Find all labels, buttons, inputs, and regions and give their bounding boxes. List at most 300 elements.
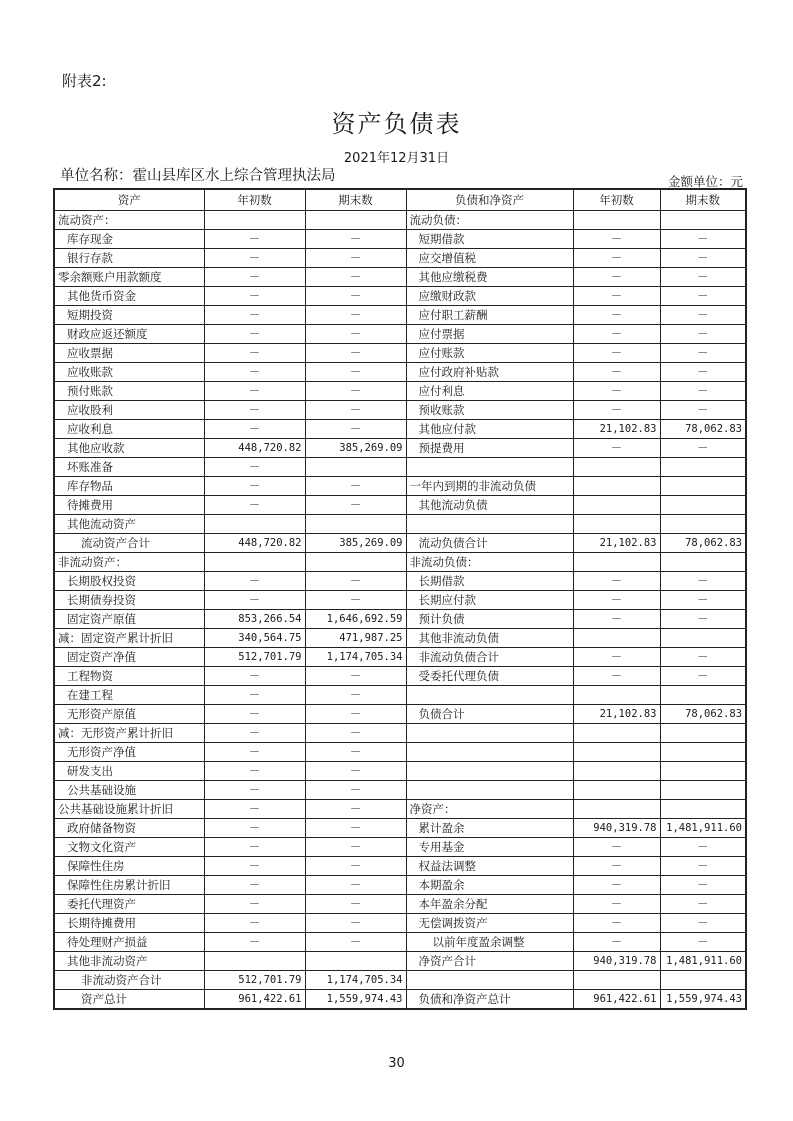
table-row	[54, 362, 746, 381]
closing-balance-cell: －	[305, 837, 406, 856]
asset-item-label: 减：无形资产累计折旧	[54, 723, 204, 742]
closing-balance-cell: －	[305, 229, 406, 248]
table-row	[54, 647, 746, 666]
closing-balance-cell: －	[305, 685, 406, 704]
closing-balance-cell: －	[305, 571, 406, 590]
closing-balance-cell: －	[305, 913, 406, 932]
opening-balance-cell: －	[204, 742, 305, 761]
closing-balance-cell: －	[305, 343, 406, 362]
closing-balance-cell: 1,174,705.34	[305, 647, 406, 666]
closing-balance-cell: －	[660, 381, 746, 400]
table-row	[54, 552, 746, 571]
asset-item-label: 应收利息	[54, 419, 204, 438]
closing-balance-cell: －	[660, 647, 746, 666]
table-row	[54, 913, 746, 932]
closing-balance-cell: －	[660, 400, 746, 419]
liability-item-label: 长期应付款	[406, 590, 573, 609]
opening-balance-cell: 21,102.83	[573, 533, 660, 552]
asset-item-label: 减：固定资产累计折旧	[54, 628, 204, 647]
opening-balance-cell: －	[204, 476, 305, 495]
asset-item-label: 资产总计	[54, 989, 204, 1009]
opening-balance-cell: －	[573, 305, 660, 324]
opening-balance-cell	[573, 761, 660, 780]
closing-balance-cell	[660, 552, 746, 571]
asset-item-label: 坏账准备	[54, 457, 204, 476]
table-row	[54, 381, 746, 400]
asset-item-label: 保障性住房	[54, 856, 204, 875]
asset-item-label: 长期股权投资	[54, 571, 204, 590]
closing-balance-cell	[660, 742, 746, 761]
table-row	[54, 533, 746, 552]
opening-balance-cell	[573, 628, 660, 647]
opening-balance-cell	[573, 476, 660, 495]
opening-balance-cell: －	[204, 799, 305, 818]
opening-balance-cell: －	[573, 666, 660, 685]
asset-item-label: 短期投资	[54, 305, 204, 324]
asset-item-label: 非流动资产合计	[54, 970, 204, 989]
asset-item-label: 固定资产净值	[54, 647, 204, 666]
table-row	[54, 685, 746, 704]
closing-balance-cell: －	[305, 419, 406, 438]
table-row	[54, 286, 746, 305]
column-header: 期末数	[305, 189, 406, 210]
asset-item-label: 应收股利	[54, 400, 204, 419]
table-row	[54, 951, 746, 970]
table-row	[54, 970, 746, 989]
balance-sheet-table	[53, 188, 747, 1010]
closing-balance-cell: －	[660, 932, 746, 951]
liability-item-label: 长期借款	[406, 571, 573, 590]
closing-balance-cell: －	[305, 476, 406, 495]
opening-balance-cell: －	[204, 248, 305, 267]
opening-balance-cell: －	[204, 590, 305, 609]
closing-balance-cell: －	[305, 818, 406, 837]
table-row	[54, 324, 746, 343]
liability-item-label: 本期盈余	[406, 875, 573, 894]
opening-balance-cell	[204, 514, 305, 533]
asset-item-label: 研发支出	[54, 761, 204, 780]
asset-item-label: 保障性住房累计折旧	[54, 875, 204, 894]
closing-balance-cell: －	[660, 324, 746, 343]
table-row	[54, 704, 746, 723]
closing-balance-cell: －	[660, 362, 746, 381]
liability-item-label: 负债和净资产总计	[406, 989, 573, 1009]
column-header: 期末数	[660, 189, 746, 210]
opening-balance-cell: －	[204, 666, 305, 685]
closing-balance-cell: －	[660, 856, 746, 875]
liability-item-label: 应付职工薪酬	[406, 305, 573, 324]
table-row	[54, 837, 746, 856]
opening-balance-cell: －	[573, 324, 660, 343]
table-row	[54, 609, 746, 628]
opening-balance-cell	[573, 210, 660, 229]
opening-balance-cell	[573, 799, 660, 818]
asset-item-label: 公共基础设施累计折旧	[54, 799, 204, 818]
liability-item-label: 一年内到期的非流动负债	[406, 476, 573, 495]
liability-item-label: 其他流动负债	[406, 495, 573, 514]
opening-balance-cell: －	[573, 590, 660, 609]
asset-item-label: 流动资产：	[54, 210, 204, 229]
opening-balance-cell	[573, 514, 660, 533]
asset-item-label: 委托代理资产	[54, 894, 204, 913]
closing-balance-cell: －	[305, 362, 406, 381]
opening-balance-cell: 961,422.61	[204, 989, 305, 1009]
closing-balance-cell: －	[660, 305, 746, 324]
opening-balance-cell: －	[573, 286, 660, 305]
liability-item-label: 权益法调整	[406, 856, 573, 875]
opening-balance-cell	[573, 970, 660, 989]
opening-balance-cell: －	[204, 818, 305, 837]
opening-balance-cell: －	[573, 856, 660, 875]
opening-balance-cell: 340,564.75	[204, 628, 305, 647]
table-row	[54, 571, 746, 590]
liability-item-label	[406, 742, 573, 761]
liability-item-label: 累计盈余	[406, 818, 573, 837]
closing-balance-cell: 1,559,974.43	[660, 989, 746, 1009]
opening-balance-cell: －	[204, 913, 305, 932]
closing-balance-cell: －	[305, 267, 406, 286]
opening-balance-cell: －	[204, 267, 305, 286]
closing-balance-cell: －	[305, 381, 406, 400]
closing-balance-cell: －	[660, 666, 746, 685]
asset-item-label: 公共基础设施	[54, 780, 204, 799]
table-row	[54, 932, 746, 951]
asset-item-label: 在建工程	[54, 685, 204, 704]
closing-balance-cell: 78,062.83	[660, 419, 746, 438]
opening-balance-cell: －	[573, 343, 660, 362]
liability-item-label	[406, 780, 573, 799]
opening-balance-cell	[204, 552, 305, 571]
asset-item-label: 预付账款	[54, 381, 204, 400]
liability-item-label: 应缴财政款	[406, 286, 573, 305]
liability-item-label	[406, 761, 573, 780]
liability-item-label: 专用基金	[406, 837, 573, 856]
opening-balance-cell: －	[573, 229, 660, 248]
closing-balance-cell	[660, 457, 746, 476]
opening-balance-cell: －	[204, 286, 305, 305]
closing-balance-cell: －	[305, 799, 406, 818]
closing-balance-cell: 1,174,705.34	[305, 970, 406, 989]
opening-balance-cell	[573, 552, 660, 571]
asset-item-label: 工程物资	[54, 666, 204, 685]
opening-balance-cell: －	[573, 362, 660, 381]
closing-balance-cell: －	[305, 780, 406, 799]
table-row	[54, 457, 746, 476]
opening-balance-cell: －	[204, 362, 305, 381]
opening-balance-cell: 940,319.78	[573, 951, 660, 970]
table-row	[54, 248, 746, 267]
page-number: 30	[388, 1056, 405, 1071]
closing-balance-cell: －	[305, 761, 406, 780]
table-row	[54, 438, 746, 457]
table-row	[54, 628, 746, 647]
opening-balance-cell: －	[204, 419, 305, 438]
asset-item-label: 固定资产原值	[54, 609, 204, 628]
closing-balance-cell	[660, 476, 746, 495]
opening-balance-cell: 961,422.61	[573, 989, 660, 1009]
closing-balance-cell: 385,269.09	[305, 438, 406, 457]
opening-balance-cell: －	[573, 571, 660, 590]
table-row	[54, 666, 746, 685]
liability-item-label: 应付政府补贴款	[406, 362, 573, 381]
table-row	[54, 495, 746, 514]
closing-balance-cell: －	[305, 856, 406, 875]
closing-balance-cell	[305, 210, 406, 229]
asset-item-label: 应收账款	[54, 362, 204, 381]
opening-balance-cell: －	[573, 381, 660, 400]
asset-item-label: 非流动资产：	[54, 552, 204, 571]
asset-item-label: 待处理财产损益	[54, 932, 204, 951]
opening-balance-cell: －	[204, 704, 305, 723]
opening-balance-cell: －	[204, 457, 305, 476]
opening-balance-cell: 512,701.79	[204, 970, 305, 989]
opening-balance-cell: 853,266.54	[204, 609, 305, 628]
table-row	[54, 894, 746, 913]
opening-balance-cell: －	[573, 913, 660, 932]
table-row	[54, 875, 746, 894]
liability-item-label: 净资产合计	[406, 951, 573, 970]
opening-balance-cell: －	[204, 894, 305, 913]
asset-item-label: 零余额账户用款额度	[54, 267, 204, 286]
closing-balance-cell: －	[305, 324, 406, 343]
liability-item-label: 受委托代理负债	[406, 666, 573, 685]
closing-balance-cell: 78,062.83	[660, 533, 746, 552]
table-row	[54, 761, 746, 780]
opening-balance-cell: －	[204, 343, 305, 362]
column-header: 负债和净资产	[406, 189, 573, 210]
table-header-row	[54, 189, 746, 210]
closing-balance-cell: －	[660, 894, 746, 913]
liability-item-label: 预计负债	[406, 609, 573, 628]
liability-item-label: 应付票据	[406, 324, 573, 343]
opening-balance-cell: 940,319.78	[573, 818, 660, 837]
table-row	[54, 514, 746, 533]
asset-item-label: 银行存款	[54, 248, 204, 267]
opening-balance-cell	[573, 495, 660, 514]
opening-balance-cell: －	[204, 723, 305, 742]
opening-balance-cell	[573, 742, 660, 761]
closing-balance-cell: －	[305, 875, 406, 894]
liability-item-label: 应付利息	[406, 381, 573, 400]
column-header: 年初数	[573, 189, 660, 210]
liability-item-label	[406, 457, 573, 476]
page-title: 资产负债表	[331, 110, 462, 138]
closing-balance-cell: －	[660, 913, 746, 932]
liability-item-label	[406, 685, 573, 704]
opening-balance-cell: －	[573, 267, 660, 286]
liability-item-label: 净资产：	[406, 799, 573, 818]
closing-balance-cell	[305, 514, 406, 533]
closing-balance-cell	[660, 780, 746, 799]
asset-item-label: 无形资产净值	[54, 742, 204, 761]
liability-item-label: 其他应付款	[406, 419, 573, 438]
asset-item-label: 库存物品	[54, 476, 204, 495]
table-row	[54, 590, 746, 609]
table-row	[54, 229, 746, 248]
closing-balance-cell	[660, 723, 746, 742]
opening-balance-cell: －	[204, 685, 305, 704]
closing-balance-cell: －	[305, 248, 406, 267]
asset-item-label: 无形资产原值	[54, 704, 204, 723]
liability-item-label: 本年盈余分配	[406, 894, 573, 913]
opening-balance-cell: －	[573, 894, 660, 913]
opening-balance-cell: －	[204, 229, 305, 248]
closing-balance-cell	[660, 495, 746, 514]
liability-item-label: 应付账款	[406, 343, 573, 362]
liability-item-label: 预收账款	[406, 400, 573, 419]
closing-balance-cell: －	[305, 590, 406, 609]
asset-item-label: 库存现金	[54, 229, 204, 248]
table-row	[54, 780, 746, 799]
closing-balance-cell: －	[305, 666, 406, 685]
table-row	[54, 305, 746, 324]
closing-balance-cell: －	[660, 609, 746, 628]
opening-balance-cell: －	[573, 438, 660, 457]
annex-label: 附表2:	[62, 72, 107, 90]
closing-balance-cell	[660, 685, 746, 704]
liability-item-label: 非流动负债：	[406, 552, 573, 571]
closing-balance-cell: 385,269.09	[305, 533, 406, 552]
closing-balance-cell: －	[660, 229, 746, 248]
liability-item-label: 其他非流动负债	[406, 628, 573, 647]
closing-balance-cell: －	[305, 723, 406, 742]
closing-balance-cell	[305, 457, 406, 476]
opening-balance-cell: 448,720.82	[204, 438, 305, 457]
closing-balance-cell: －	[660, 343, 746, 362]
closing-balance-cell: 1,481,911.60	[660, 818, 746, 837]
opening-balance-cell: －	[573, 400, 660, 419]
closing-balance-cell: －	[305, 400, 406, 419]
liability-item-label: 负债合计	[406, 704, 573, 723]
asset-item-label: 流动资产合计	[54, 533, 204, 552]
opening-balance-cell: －	[204, 305, 305, 324]
closing-balance-cell: －	[660, 438, 746, 457]
closing-balance-cell: －	[305, 932, 406, 951]
closing-balance-cell: －	[305, 742, 406, 761]
closing-balance-cell	[660, 970, 746, 989]
asset-item-label: 待摊费用	[54, 495, 204, 514]
liability-item-label: 以前年度盈余调整	[406, 932, 573, 951]
opening-balance-cell: 448,720.82	[204, 533, 305, 552]
closing-balance-cell: 471,987.25	[305, 628, 406, 647]
closing-balance-cell	[660, 210, 746, 229]
asset-item-label: 应收票据	[54, 343, 204, 362]
opening-balance-cell: －	[573, 609, 660, 628]
liability-item-label: 其他应缴税费	[406, 267, 573, 286]
closing-balance-cell	[305, 951, 406, 970]
opening-balance-cell: －	[204, 856, 305, 875]
opening-balance-cell: －	[204, 837, 305, 856]
closing-balance-cell: －	[660, 837, 746, 856]
closing-balance-cell	[660, 628, 746, 647]
opening-balance-cell: －	[204, 875, 305, 894]
table-row	[54, 400, 746, 419]
table-row	[54, 343, 746, 362]
opening-balance-cell: －	[573, 875, 660, 894]
closing-balance-cell: －	[660, 248, 746, 267]
opening-balance-cell: －	[573, 248, 660, 267]
asset-item-label: 其他流动资产	[54, 514, 204, 533]
opening-balance-cell: －	[204, 324, 305, 343]
liability-item-label: 非流动负债合计	[406, 647, 573, 666]
opening-balance-cell: －	[573, 837, 660, 856]
closing-balance-cell: －	[660, 590, 746, 609]
opening-balance-cell	[573, 723, 660, 742]
opening-balance-cell	[573, 685, 660, 704]
asset-item-label: 文物文化资产	[54, 837, 204, 856]
liability-item-label: 应交增值税	[406, 248, 573, 267]
asset-item-label: 长期债券投资	[54, 590, 204, 609]
opening-balance-cell: －	[204, 761, 305, 780]
asset-item-label: 政府储备物资	[54, 818, 204, 837]
closing-balance-cell: －	[660, 286, 746, 305]
table-row	[54, 799, 746, 818]
column-header: 资产	[54, 189, 204, 210]
opening-balance-cell: －	[573, 647, 660, 666]
currency-unit: 金额单位：元	[667, 174, 743, 189]
table-row	[54, 476, 746, 495]
closing-balance-cell: 78,062.83	[660, 704, 746, 723]
table-row	[54, 723, 746, 742]
report-date: 2021年12月31日	[343, 151, 450, 166]
closing-balance-cell	[305, 552, 406, 571]
liability-item-label: 短期借款	[406, 229, 573, 248]
closing-balance-cell: －	[660, 571, 746, 590]
opening-balance-cell	[573, 457, 660, 476]
closing-balance-cell: －	[305, 305, 406, 324]
liability-item-label	[406, 514, 573, 533]
opening-balance-cell	[204, 951, 305, 970]
closing-balance-cell	[660, 514, 746, 533]
opening-balance-cell	[204, 210, 305, 229]
liability-item-label: 无偿调拨资产	[406, 913, 573, 932]
table-row	[54, 210, 746, 229]
opening-balance-cell: －	[204, 932, 305, 951]
liability-item-label	[406, 723, 573, 742]
asset-item-label: 长期待摊费用	[54, 913, 204, 932]
liability-item-label	[406, 970, 573, 989]
unit-name: 单位名称：霍山县库区水上综合管理执法局	[60, 168, 336, 184]
closing-balance-cell	[660, 761, 746, 780]
opening-balance-cell: －	[204, 381, 305, 400]
asset-item-label: 其他非流动资产	[54, 951, 204, 970]
table-row	[54, 818, 746, 837]
opening-balance-cell: －	[573, 932, 660, 951]
closing-balance-cell: －	[660, 267, 746, 286]
closing-balance-cell: 1,559,974.43	[305, 989, 406, 1009]
opening-balance-cell: －	[204, 571, 305, 590]
liability-item-label: 流动负债：	[406, 210, 573, 229]
closing-balance-cell: －	[305, 286, 406, 305]
closing-balance-cell: －	[660, 875, 746, 894]
closing-balance-cell: 1,481,911.60	[660, 951, 746, 970]
opening-balance-cell: －	[204, 495, 305, 514]
closing-balance-cell: －	[305, 495, 406, 514]
asset-item-label: 其他应收款	[54, 438, 204, 457]
opening-balance-cell: 21,102.83	[573, 419, 660, 438]
opening-balance-cell	[573, 780, 660, 799]
closing-balance-cell	[660, 799, 746, 818]
table-row	[54, 419, 746, 438]
asset-item-label: 其他货币资金	[54, 286, 204, 305]
liability-item-label: 预提费用	[406, 438, 573, 457]
closing-balance-cell: 1,646,692.59	[305, 609, 406, 628]
opening-balance-cell: －	[204, 400, 305, 419]
opening-balance-cell: 21,102.83	[573, 704, 660, 723]
liability-item-label: 流动负债合计	[406, 533, 573, 552]
column-header: 年初数	[204, 189, 305, 210]
opening-balance-cell: 512,701.79	[204, 647, 305, 666]
